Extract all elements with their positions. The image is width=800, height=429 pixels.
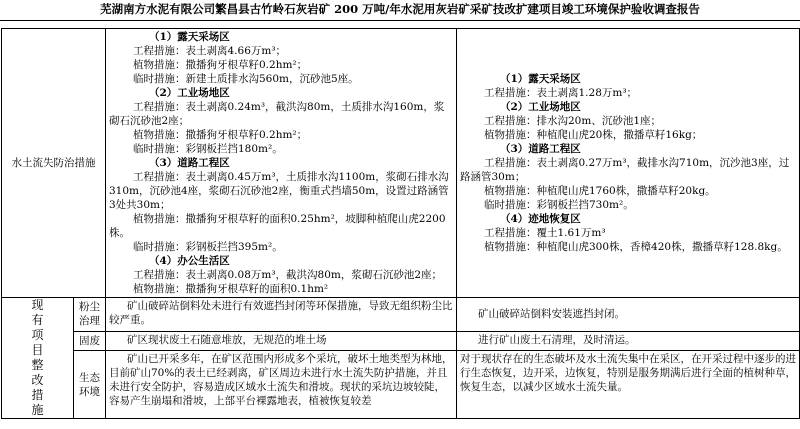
cell-text: 进行矿山废土石清理，及时清运。 bbox=[478, 333, 636, 346]
table-row bbox=[2, 331, 800, 350]
measure-line: 临时措施：新建土质排水沟560m，沉砂池5座。 bbox=[133, 73, 359, 85]
section-heading: （3）道路工程区 bbox=[149, 157, 230, 169]
table-row bbox=[2, 298, 800, 332]
cell-text: 矿山破碎站倒料处未进行有效遮挡封闭等环保措施，导致无组织粉尘比较严重。 bbox=[109, 300, 453, 326]
row-label-text: 水土流失防治措施 bbox=[11, 157, 96, 169]
measures-table bbox=[1, 28, 800, 419]
row-label-text: 生态环境 bbox=[79, 371, 100, 398]
row-label-text: 固废 bbox=[79, 335, 100, 347]
section-label bbox=[2, 298, 74, 419]
cell-text: 对于现状存在的生态破坏及水土流失集中在采区，在开采过程中逐步的进行生态恢复，边开采，边恢复，特别是服务期满后进行全面的植树种草，恢复生态，以减少区域水土流失量。 bbox=[460, 353, 796, 394]
measure-line: 植物措施：种植爬山虎1760株，撒播草籽20kg。 bbox=[484, 185, 716, 197]
measure-line: 工程措施：表土剥离0.24m³，截洪沟80m，土质排水沟160m，浆砌石沉砂池2座； bbox=[109, 101, 445, 127]
measure-line: 临时措施：彩钢板拦挡395m²。 bbox=[133, 241, 283, 253]
measure-line: 工程措施：排水沟20m、沉砂池1座； bbox=[484, 115, 661, 127]
measure-line: 植物措施：种植爬山虎20株，撒播草籽16kg； bbox=[484, 129, 703, 141]
measure-line: 临时措施：彩钢板拦挡730m²。 bbox=[484, 199, 634, 211]
right-measures-cell bbox=[457, 29, 800, 298]
cell-text: 矿区现状废土石随意堆放，无规范的堆土场 bbox=[127, 333, 327, 346]
section-heading: （4）办公生活区 bbox=[149, 255, 230, 267]
measure-line: 植物措施：撒播狗牙根草籽0.2hm²； bbox=[133, 59, 308, 71]
measure-line: 植物措施：种植爬山虎300株，香樟420株，撒播草籽128.8kg。 bbox=[484, 241, 788, 253]
cell-left bbox=[106, 331, 457, 350]
measure-line: 植物措施：撒播狗牙根草籽的面积0.25hm²，坡脚种植爬山虎2200株。 bbox=[109, 213, 446, 239]
measure-line: 植物措施：撒播狗牙根草籽的面积0.1hm² bbox=[133, 283, 329, 295]
cell-right bbox=[457, 351, 800, 419]
cell-right bbox=[457, 331, 800, 350]
measure-line: 工程措施：表土剥离0.27万m³，截排水沟710m，沉沙池3座，过路涵管30m； bbox=[460, 157, 790, 183]
row-label bbox=[74, 331, 106, 350]
section-heading: （1）露天采场区 bbox=[500, 73, 581, 85]
section-label-text: 现有项目整改措施 bbox=[31, 298, 44, 417]
table-row bbox=[2, 351, 800, 419]
measure-line: 工程措施：覆土1.61万m³ bbox=[484, 227, 606, 239]
left-measures-list bbox=[109, 30, 453, 296]
row-label bbox=[74, 298, 106, 332]
section-heading: （2）工业场地区 bbox=[149, 87, 230, 99]
measure-line: 工程措施：表土剥离1.28万m³； bbox=[484, 87, 638, 99]
right-measures-list bbox=[460, 72, 796, 254]
cell-left bbox=[106, 298, 457, 332]
section-heading: （3）道路工程区 bbox=[500, 143, 581, 155]
measure-line: 植物措施：撒播狗牙根草籽0.2hm²； bbox=[133, 129, 308, 141]
page-title: 芜湖南方水泥有限公司繁昌县古竹岭石灰岩矿 200 万吨/年水泥用灰岩矿采矿技改扩建项目竣工环境保护验收调查报告 bbox=[0, 0, 800, 21]
row-label-text: 粉尘治理 bbox=[79, 301, 100, 328]
measure-line: 工程措施：表土剥离0.45万m³，土质排水沟1100m，浆砌石排水沟310m，沉砂池4座，浆砌石沉砂池2座，衡重式挡墙50m，设置过路涵管3处共30m； bbox=[109, 171, 449, 211]
measure-line: 工程措施：表土剥离4.66万m³； bbox=[133, 45, 287, 57]
cell-left bbox=[106, 351, 457, 419]
row-label bbox=[74, 351, 106, 419]
cell-text: 矿山破碎站倒料安装遮挡封闭。 bbox=[478, 308, 625, 321]
row-label bbox=[2, 29, 106, 298]
table-row bbox=[2, 29, 800, 298]
measure-line: 工程措施：表土剥离0.08万m³，截洪沟80m，浆砌石沉砂池2座； bbox=[133, 269, 443, 281]
left-measures-cell bbox=[106, 29, 457, 298]
measure-line: 临时措施：彩钢板拦挡180m²。 bbox=[133, 143, 283, 155]
cell-text: 矿山已开采多年，在矿区范围内形成多个采坑，破坏土地类型为林地，目前矿山70%的表土已经剥离，矿区周边未进行水土流失防护措施，并且未进行安全防护，容易造成区域水土流失和滑坡。现状的采坑边坡较陡，容易产生崩塌和滑坡，上部平台裸露地表，植被恢复较差 bbox=[109, 353, 453, 408]
section-heading: （1）露天采场区 bbox=[149, 31, 230, 43]
cell-right bbox=[457, 298, 800, 332]
section-heading: （4）迹地恢复区 bbox=[500, 213, 581, 225]
section-heading: （2）工业场地区 bbox=[500, 101, 581, 113]
